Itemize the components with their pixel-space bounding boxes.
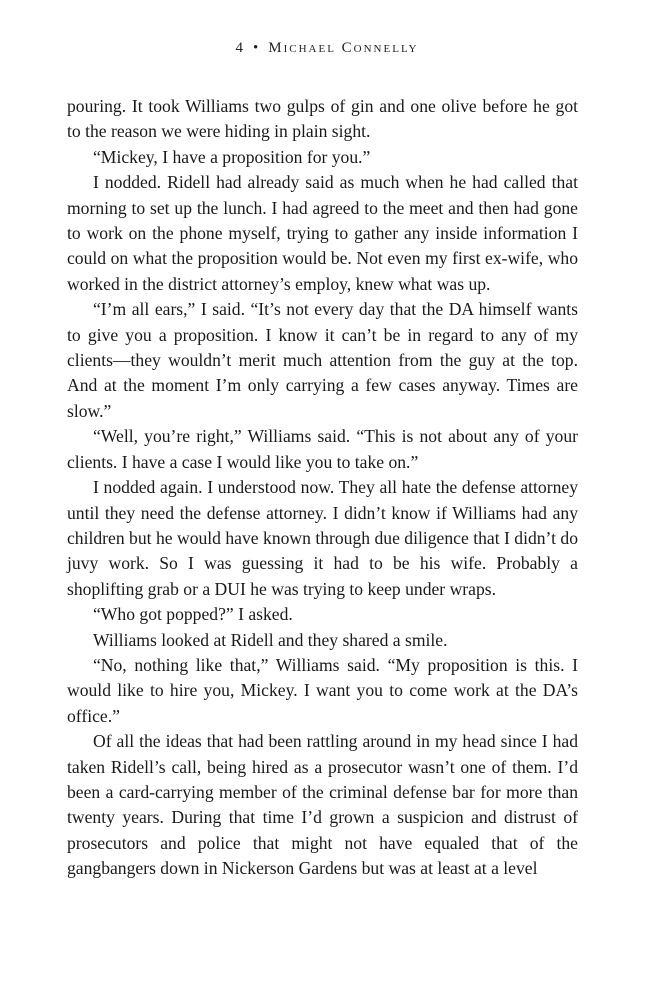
paragraph-7: “Who got popped?” I asked. bbox=[93, 604, 293, 625]
author-name: Michael Connelly bbox=[268, 40, 419, 56]
paragraph-5: “Well, you’re right,” Williams said. “This is not about any of your clients. I have a case I would like you to take on.” bbox=[67, 426, 578, 472]
running-header bbox=[0, 40, 654, 57]
paragraph-4: “I’m all ears,” I said. “It’s not every day that the DA himself wants to give you a proposition. I know it can’t be in regard to any of my clients—they wouldn’t merit much attention from the guy at the top. And at the moment I’m only carrying a few cases anyway. Times are slow.” bbox=[67, 299, 578, 421]
page-number: 4 bbox=[235, 40, 245, 56]
paragraph-10: Of all the ideas that had been rattling around in my head since I had taken Ridell’s call, being hired as a prosecutor wasn’t one of them. I’d been a card-carrying member of the criminal defense bar for more than twenty years. During that time I’d grown a suspicion and distrust of prosecutors and police that might not have equaled that of the gangbangers down in Nickerson Gardens but was at least at a level bbox=[67, 731, 578, 879]
paragraph-6: I nodded again. I understood now. They all hate the defense attorney until they need the defense attorney. I didn’t know if Williams had any children but he would have known through due diligence that I didn’t do juvy work. So I was guessing it had to be his wife. Probably a shoplifting grab or a DUI he was trying to keep under wraps. bbox=[67, 477, 578, 599]
paragraph-2: “Mickey, I have a proposition for you.” bbox=[93, 146, 371, 167]
paragraph-8: Williams looked at Ridell and they shared a smile. bbox=[93, 629, 448, 650]
header-separator: • bbox=[252, 40, 261, 56]
body-text bbox=[67, 94, 578, 882]
paragraph-1: pouring. It took Williams two gulps of gin and one olive before he got to the reason we were hiding in plain sight. bbox=[67, 96, 578, 142]
paragraph-3: I nodded. Ridell had already said as much when he had called that morning to set up the lunch. I had agreed to the meet and then had gone to work on the phone myself, trying to gather any inside information I could on what the proposition would be. Not even my first ex-wife, who worked in the district attorney’s employ, knew what was up. bbox=[67, 172, 578, 294]
paragraph-9: “No, nothing like that,” Williams said. “My proposition is this. I would like to hire you, Mickey. I want you to come work at the DA’s office.” bbox=[67, 654, 578, 726]
